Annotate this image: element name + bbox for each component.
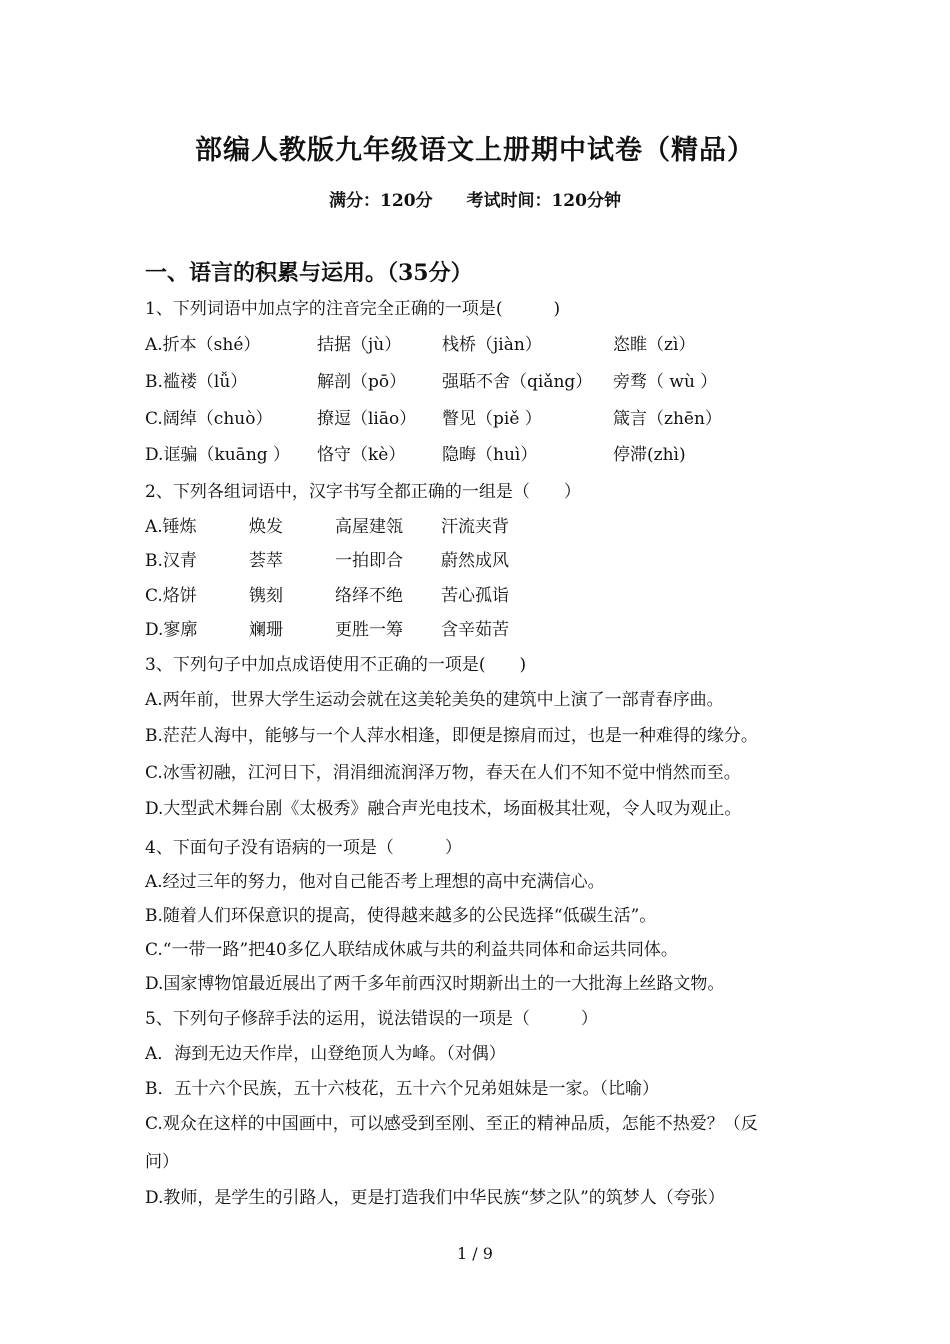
page-title: 部编人教版九年级语文上册期中试卷（精品） xyxy=(195,135,755,166)
q3-option-a: A.两年前，世界大学生运动会就在这美轮美奂的建筑中上演了一部青春序曲。 xyxy=(145,690,724,710)
q1-c-4: 箴言（zhēn） xyxy=(613,409,722,429)
q4-option-d: D.国家博物馆最近展出了两千多年前西汉时期新出土的一大批海上丝路文物。 xyxy=(145,974,725,994)
exam-meta xyxy=(0,186,950,211)
q5-option-b: B．五十六个民族，五十六枝花，五十六个兄弟姐妹是一家。（比喻） xyxy=(145,1079,659,1099)
exam-time: 考试时间：120分钟 xyxy=(466,191,621,211)
q2-b-1: B.汉青 xyxy=(145,551,197,571)
q4-stem: 4、下面句子没有语病的一项是（ ） xyxy=(145,838,462,858)
q1-b-1: B.褴褛（lǚ） xyxy=(145,372,248,392)
q2-c-3: 络绎不绝 xyxy=(335,586,403,606)
q1-a-3: 栈桥（jiàn） xyxy=(442,335,542,355)
q5-stem: 5、下列句子修辞手法的运用，说法错误的一项是（ ） xyxy=(145,1009,598,1029)
q1-d-3: 隐晦（huì） xyxy=(442,445,538,465)
q2-d-1: D.寥廓 xyxy=(145,620,198,640)
q1-c-3: 瞥见（piě ） xyxy=(442,409,542,429)
q4-option-b: B.随着人们环保意识的提高，使得越来越多的公民选择“低碳生活”。 xyxy=(145,906,657,926)
q2-d-3: 更胜一筹 xyxy=(335,620,403,640)
q1-b-4: 旁骛（ wù ） xyxy=(613,372,718,392)
q2-b-4: 蔚然成风 xyxy=(441,551,509,571)
q3-option-d: D.大型武术舞台剧《太极秀》融合声光电技术，场面极其壮观，令人叹为观止。 xyxy=(145,799,742,819)
q2-d-2: 斓珊 xyxy=(249,620,283,640)
q2-a-1: A.锤炼 xyxy=(145,517,197,537)
q2-a-4: 汗流夹背 xyxy=(441,517,509,537)
section-heading: 一、语言的积累与运用。（35分） xyxy=(145,260,473,286)
q2-a-2: 焕发 xyxy=(249,517,283,537)
q4-option-a: A.经过三年的努力，他对自己能否考上理想的高中充满信心。 xyxy=(145,872,605,892)
q2-b-3: 一拍即合 xyxy=(335,551,403,571)
q1-d-2: 恪守（kè） xyxy=(317,445,406,465)
q1-a-1: A.折本（shé） xyxy=(145,335,261,355)
q2-b-2: 荟萃 xyxy=(249,551,283,571)
full-score: 满分：120分 xyxy=(329,191,433,211)
q1-a-4: 恣睢（zì） xyxy=(613,335,696,355)
q4-option-c: C.“一带一路”把40多亿人联结成休戚与共的利益共同体和命运共同体。 xyxy=(145,940,678,960)
q5-option-d: D.教师，是学生的引路人，更是打造我们中华民族“梦之队”的筑梦人（夸张） xyxy=(145,1188,725,1208)
q3-stem: 3、下列句子中加点成语使用不正确的一项是( ) xyxy=(145,655,527,675)
q1-b-3: 强聒不舍（qiǎng） xyxy=(442,372,593,392)
page-number: 1 / 9 xyxy=(457,1244,493,1263)
q1-d-1: D.诓骗（kuāng ） xyxy=(145,445,291,465)
q3-option-c: C.冰雪初融，江河日下，涓涓细流润泽万物，春天在人们不知不觉中悄然而至。 xyxy=(145,763,741,783)
q2-c-2: 镌刻 xyxy=(249,586,283,606)
q5-option-c-cont: 问） xyxy=(145,1152,179,1172)
q2-c-4: 苦心孤诣 xyxy=(441,586,509,606)
q1-c-2: 撩逗（liāo） xyxy=(317,409,417,429)
q2-c-1: C.烙饼 xyxy=(145,586,197,606)
q2-d-4: 含辛茹苦 xyxy=(441,620,509,640)
q5-option-a: A．海到无边天作岸，山登绝顶人为峰。（对偶） xyxy=(145,1044,506,1064)
q5-option-c: C.观众在这样的中国画中，可以感受到至刚、至正的精神品质，怎能不热爱？（反 xyxy=(145,1114,758,1134)
q1-c-1: C.阔绰（chuò） xyxy=(145,409,273,429)
q1-d-4: 停滞(zhì) xyxy=(613,445,686,465)
q2-a-3: 高屋建瓴 xyxy=(335,517,403,537)
q1-stem: 1、下列词语中加点字的注音完全正确的一项是( ) xyxy=(145,299,561,319)
q1-b-2: 解剖（pō） xyxy=(317,372,407,392)
q2-stem: 2、下列各组词语中，汉字书写全都正确的一组是（ ） xyxy=(145,482,581,502)
q3-option-b: B.茫茫人海中，能够与一个人萍水相逢，即便是擦肩而过，也是一种难得的缘分。 xyxy=(145,726,758,746)
q1-a-2: 拮据（jù） xyxy=(317,335,402,355)
